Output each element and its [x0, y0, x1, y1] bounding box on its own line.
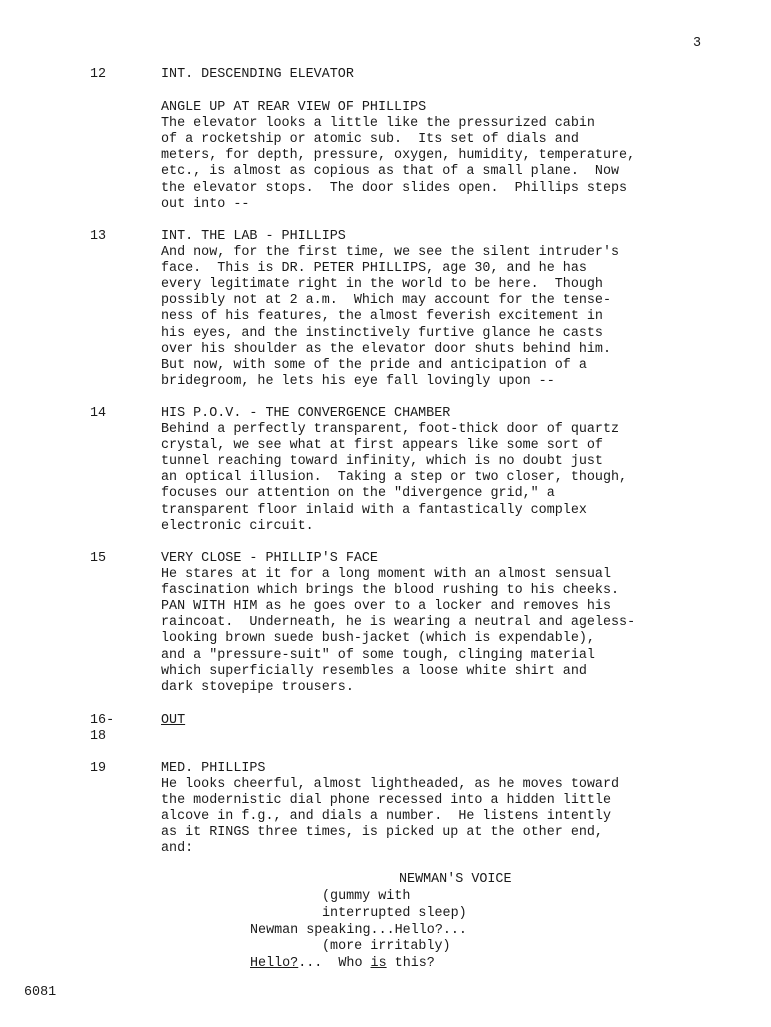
page-number: 3	[693, 36, 702, 51]
action-line: focuses our attention on the "divergence grid," a	[161, 486, 555, 502]
action-line: every legitimate right in the world to be here. Though	[161, 277, 603, 293]
action-line: face. This is DR. PETER PHILLIPS, age 30, and he has	[161, 261, 587, 277]
action-line: He looks cheerful, almost lightheaded, as he moves toward	[161, 777, 620, 793]
action-line: as it RINGS three times, is picked up at the other end,	[161, 825, 603, 841]
action-line: alcove in f.g., and dials a number. He listens intently	[161, 809, 611, 825]
action-line: He stares at it for a long moment with an almost sensual	[161, 567, 611, 583]
action-line: electronic circuit.	[161, 518, 314, 534]
action-line: and:	[161, 841, 194, 857]
parenthetical: (more irritably)	[322, 939, 451, 954]
scene-number-start: 16-	[90, 713, 115, 728]
scene-body	[161, 406, 761, 535]
scene-heading: HIS P.O.V. - THE CONVERGENCE CHAMBER	[161, 406, 451, 421]
action-line: etc., is almost as copious as that of a small plane. Now	[161, 164, 620, 180]
action-line: over his shoulder as the elevator door shuts behind him.	[161, 341, 611, 357]
scene-number: 14	[90, 406, 107, 421]
dialogue-line	[250, 956, 435, 972]
scene-body	[161, 713, 761, 729]
action-line: his eyes, and the instinctively furtive glance he casts	[161, 325, 603, 341]
parenthetical: (gummy with	[322, 889, 411, 904]
action-line: And now, for the first time, we see the silent intruder's	[161, 245, 620, 261]
dialogue-emphasis: is	[370, 956, 387, 971]
action-line: The elevator looks a little like the pressurized cabin	[161, 116, 595, 132]
action-line: possibly not at 2 a.m. Which may account for the tense-	[161, 293, 611, 309]
action-line: dark stovepipe trousers.	[161, 679, 354, 695]
action-line: raincoat. Underneath, he is wearing a neutral and ageless-	[161, 615, 636, 631]
action-line: Behind a perfectly transparent, foot-thick door of quartz	[161, 422, 620, 438]
footer-code: 6081	[24, 985, 57, 1000]
scene-number	[90, 713, 150, 745]
action-line: ness of his features, the almost feverish excitement in	[161, 309, 603, 325]
action-line: PAN WITH HIM as he goes over to a locker and removes his	[161, 599, 611, 615]
action-line: the modernistic dial phone recessed into a hidden little	[161, 793, 611, 809]
scene-heading: VERY CLOSE - PHILLIP'S FACE	[161, 551, 378, 566]
action-line: which superficially resembles a loose white shirt and	[161, 663, 587, 679]
scene-number-end: 18	[90, 729, 107, 745]
action-line: an optical illusion. Taking a step or two closer, though,	[161, 470, 628, 486]
action-line: crystal, we see what at first appears like some sort of	[161, 438, 603, 454]
scene-heading: INT. DESCENDING ELEVATOR	[161, 67, 354, 82]
scene-subheading: ANGLE UP AT REAR VIEW OF PHILLIPS	[161, 100, 427, 116]
action-line: tunnel reaching toward infinity, which is no doubt just	[161, 454, 603, 470]
scene-number: 15	[90, 551, 107, 566]
scene-heading: OUT	[161, 713, 186, 728]
scene-number: 12	[90, 67, 107, 82]
scene-number: 13	[90, 229, 107, 244]
scene-number: 19	[90, 761, 107, 776]
scene-heading: MED. PHILLIPS	[161, 761, 266, 776]
dialogue-text: this?	[386, 956, 435, 971]
action-line: of a rocketship or atomic sub. Its set of dials and	[161, 132, 579, 148]
dialogue-text: ... Who	[298, 956, 371, 971]
scene-body	[161, 67, 761, 213]
dialogue-emphasis: Hello?	[250, 956, 299, 971]
action-line: and a "pressure-suit" of some tough, clinging material	[161, 647, 595, 663]
action-line: But now, with some of the pride and anticipation of a	[161, 357, 587, 373]
action-line: bridegroom, he lets his eye fall lovingly upon --	[161, 373, 555, 389]
action-line: the elevator stops. The door slides open. Phillips steps	[161, 180, 628, 196]
action-line: fascination which brings the blood rushing to his cheeks.	[161, 583, 620, 599]
scene-body	[161, 551, 761, 696]
scene-body	[161, 229, 761, 390]
action-line: transparent floor inlaid with a fantastically complex	[161, 502, 587, 518]
dialogue-line: Newman speaking...Hello?...	[250, 923, 467, 938]
scene-body	[161, 761, 761, 858]
character-name: NEWMAN'S VOICE	[399, 872, 512, 887]
scene-heading: INT. THE LAB - PHILLIPS	[161, 229, 346, 244]
action-line: looking brown suede bush-jacket (which is expendable),	[161, 631, 595, 647]
action-line: out into --	[161, 196, 250, 212]
action-line: meters, for depth, pressure, oxygen, humidity, temperature,	[161, 148, 636, 164]
parenthetical: interrupted sleep)	[322, 906, 467, 921]
